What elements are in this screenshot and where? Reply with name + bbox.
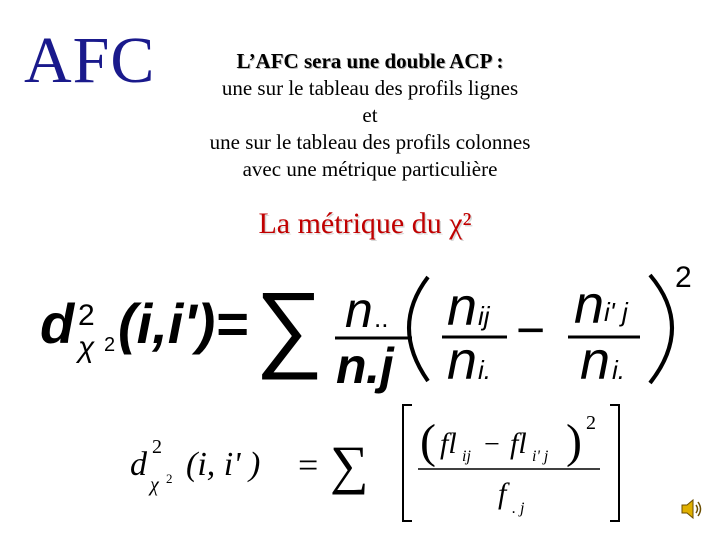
f2-chi: χ [150, 474, 159, 496]
intro-line-1: L’AFC sera une double ACP : [236, 49, 504, 73]
f2-den: f [498, 477, 507, 510]
f1-d: d [40, 292, 75, 355]
f1-a-den: n [447, 331, 478, 391]
f2-d-exp: 2 [152, 436, 162, 458]
f2-open-paren: ( [420, 415, 436, 468]
f2-fl2: fl [510, 427, 527, 460]
f1-chi-exp: 2 [104, 334, 116, 356]
intro-line-3: et [362, 103, 378, 127]
f1-right-paren [650, 275, 672, 383]
f2-fl1-sub: ij [462, 448, 471, 465]
f2-chi-exp: 2 [166, 471, 173, 486]
speaker-icon[interactable] [680, 497, 704, 521]
f2-power: 2 [586, 412, 596, 434]
chi2-distance-formula-1 [0, 255, 720, 395]
f1-a: n [447, 277, 478, 337]
f2-sigma: ∑ [330, 435, 369, 495]
f1-left-paren [409, 277, 428, 381]
f1-num-sub: .. [374, 303, 389, 333]
slide-title: AFC [24, 24, 156, 97]
f2-right-bracket [610, 405, 619, 521]
f1-b: n [574, 275, 605, 335]
f1-chi: χ [78, 331, 95, 364]
intro-line-4: une sur le tableau des profils colonnes [209, 130, 531, 154]
f1-d-exp: 2 [78, 299, 95, 332]
f2-equals: = [298, 445, 319, 485]
f1-b-den: n [580, 331, 611, 391]
f2-d: d [130, 446, 147, 483]
f1-num: n [345, 282, 373, 338]
f1-minus: − [516, 302, 546, 358]
f1-a-sub: ij [478, 301, 490, 331]
metric-subtitle: La métrique du χ² [258, 207, 472, 240]
intro-line-2: une sur le tableau des profils lignes [221, 76, 519, 100]
f1-b-sub: i' j [604, 297, 628, 327]
f1-den-sub: .j [366, 338, 394, 394]
f2-left-bracket [403, 405, 412, 521]
intro-line-5: avec une métrique particulière [242, 157, 498, 181]
f2-den-sub: . j [512, 500, 525, 517]
f1-b-den-sub: i. [612, 355, 625, 385]
f2-close-paren: ) [566, 415, 582, 468]
f1-power: 2 [675, 261, 692, 294]
f2-fl2-sub: i' j [532, 448, 549, 465]
f2-minus: − [484, 429, 500, 460]
f1-den: n [336, 338, 367, 394]
f2-args: (i, i' ) [186, 446, 261, 483]
f2-fl1: fl [440, 427, 457, 460]
f1-sigma: ∑ [255, 273, 324, 380]
f1-a-den-sub: i. [478, 355, 491, 385]
chi2-distance-formula-2 [0, 395, 720, 530]
intro-text [170, 48, 570, 183]
f1-args: (i,i')= [118, 292, 248, 355]
